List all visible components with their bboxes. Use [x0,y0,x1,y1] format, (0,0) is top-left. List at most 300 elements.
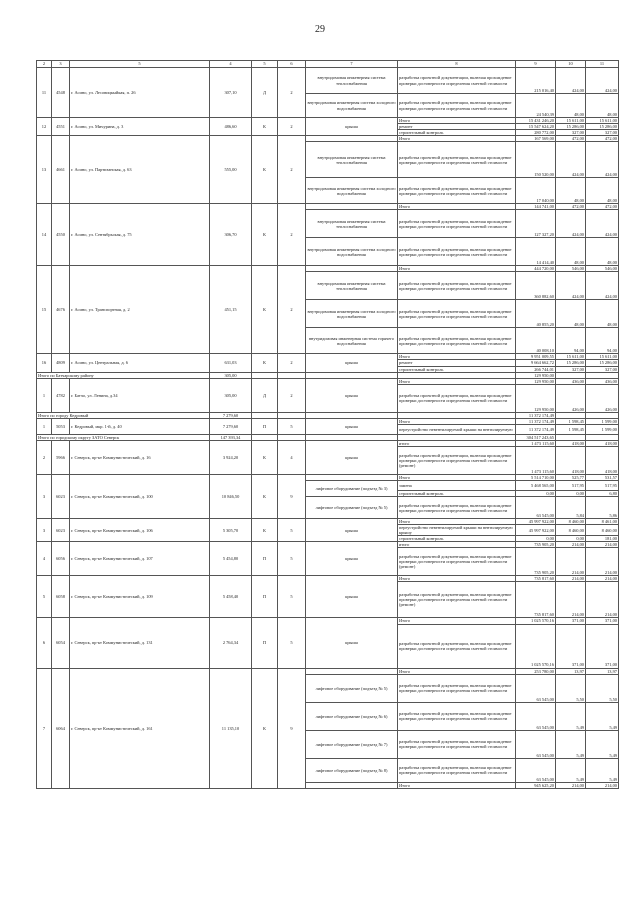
work: Итого [398,474,516,480]
cost: 63 545,00 [516,758,556,782]
price: 418,00 [556,440,586,446]
limit: 8 460,00 [586,525,619,536]
work: Итого [398,354,516,360]
limit: 1 599,00 [586,418,619,424]
price: 472,00 [556,204,586,210]
price: 546,00 [556,266,586,272]
price: 214,00 [556,582,586,618]
limit: 181,00 [586,536,619,542]
work: переустройство невентилируемой крыши на вентилируемую [398,424,516,434]
building-id: 5053 [52,418,70,434]
area: 307,10 [210,68,252,118]
page-number: 29 [315,24,325,35]
row-number: 11 [37,68,52,118]
price: 15 286,00 [556,124,586,130]
address: г. Северск, пр-кт Коммунистический, д. 131 [70,618,210,668]
material: К [252,118,278,136]
address: г. Асино, ул. Лесовицкыйкая, п. 26 [70,68,210,118]
address: г. Асино, ул. Центральная, д. 6 [70,354,210,372]
building-id: 4809 [52,354,70,372]
work: переустройство невентилируемой крыши на вентилируемую крышу [398,525,516,536]
limit: 15 286,00 [586,124,619,130]
cost: 45 997 922,00 [516,519,556,525]
material: Д [252,378,278,412]
limit: 214,00 [586,548,619,576]
building-id: 6023 [52,474,70,518]
system: внутридомовая инженерная система холодного водоснабжения [306,94,398,118]
limit: 424,00 [586,272,619,300]
subtotal-label: Итого по городскому округу ЗАТО Северск [37,434,210,440]
work: разработка проектной документации, включая прохождение проверки достоверности определения сметной стоимости [398,272,516,300]
area: 10 846,50 [210,474,252,518]
address: г. Асино, ул. Партизанская, д. 63 [70,136,210,204]
cost: 144 741,00 [516,204,556,210]
material: К [252,136,278,204]
limit: 6,80 [586,491,619,497]
work: Итого [398,378,516,384]
work: разработка проектной документации, включая прохождение проверки достоверности определения сметной стоимости [398,674,516,702]
address: г. Батчо, ул. Ленина, д.34 [70,378,210,412]
limit: 5,49 [586,702,619,730]
price: 0,00 [556,491,586,497]
system: внутридомовая инженерная система холодного водоснабжения [306,178,398,204]
limit: 327,00 [586,366,619,372]
price: 5,49 [556,758,586,782]
floors: 5 [278,519,306,542]
system: внутридомовая инженерная система теплоснабжения [306,272,398,300]
price: 94,00 [556,328,586,354]
work: Итого [398,118,516,124]
header-cell: 5 [252,61,278,68]
cost: 11 372 174,49 [516,424,556,434]
subtotal-cost: 11 372 174,49 [516,412,556,418]
cost: 280 772,00 [516,130,556,136]
row-number: 16 [37,354,52,372]
material: П [252,618,278,668]
work: замена [398,481,516,491]
floors: 5 [278,576,306,618]
area: 451,15 [210,266,252,354]
floors: 2 [278,204,306,266]
system: крыша [306,118,398,136]
header-cell: 3 [52,61,70,68]
price: 48,00 [556,178,586,204]
price: 525,77 [556,474,586,480]
material: П [252,418,278,434]
work: разработка проектной документации, включая прохождение проверки достоверности определения сметной стоимости [398,758,516,782]
row-number: 3 [37,519,52,542]
subtotal-cost: 129 950,00 [516,372,556,378]
cost: 215 016,40 [516,68,556,94]
limit: 5,50 [586,674,619,702]
limit: 1 599,00 [586,424,619,434]
cost: 17 040,00 [516,178,556,204]
price: 48,00 [556,238,586,266]
cost: 1 473 115,60 [516,440,556,446]
cost: 129 950,00 [516,378,556,384]
work: разработка проектной документации, включая прохождение проверки достоверности определения сметной стоимости [398,497,516,519]
work: ремонт [398,124,516,130]
row-number: 12 [37,118,52,136]
subtotal-cost: 304 517 243,65 [516,434,556,440]
system: внутридомовая инженерная система горячего водоснабжения [306,328,398,354]
material: Д [252,68,278,118]
work: разработка проектной документации, включая прохождение проверки достоверности определения сметной стоимости [398,68,516,94]
system: лифтовое оборудование (подъезд № 5) [306,497,398,519]
limit: 214,00 [586,582,619,618]
work: Итого [398,204,516,210]
price: 15 611,00 [556,118,586,124]
cost: 63 545,00 [516,674,556,702]
header-cell: 6 [278,61,306,68]
limit: 5,86 [586,497,619,519]
floors: 2 [278,266,306,354]
cost: 5 468 565,00 [516,481,556,491]
work: Итого [398,668,516,674]
material: К [252,266,278,354]
limit: 424,00 [586,68,619,94]
area: 305,00 [210,378,252,412]
price: 436,00 [556,378,586,384]
system: крыша [306,354,398,372]
cost: 0,00 [516,491,556,497]
price: 371,00 [556,618,586,624]
work: Итого [398,782,516,788]
limit: 48,00 [586,94,619,118]
system: внутридомовая инженерная система теплоснабжения [306,210,398,238]
system: лифтовое оборудование (подъезд № 8) [306,758,398,782]
limit: 424,00 [586,210,619,238]
building-id: 5966 [52,440,70,474]
header-cell: 9 [516,61,556,68]
system: внутридомовая инженерная система теплоснабжения [306,68,398,94]
cost: 14 414,40 [516,238,556,266]
price: 424,00 [556,210,586,238]
work: Итого [398,266,516,272]
limit: 418,00 [586,446,619,474]
system: крыша [306,576,398,618]
price: 0,00 [556,536,586,542]
cost: 167 569,00 [516,136,556,142]
table-row [37,418,619,424]
table-row [37,618,619,624]
price: 48,00 [556,94,586,118]
price: 1 598,45 [556,424,586,434]
address: г. Северск, пр-кт Коммунистический, д. 107 [70,542,210,576]
floors: 9 [278,474,306,518]
area: 3 924,20 [210,440,252,474]
system: лифтовое оборудование (подъезд № 7) [306,730,398,758]
address: г. Кедровый, мкр. 1-й, д. 40 [70,418,210,434]
row-number: 13 [37,136,52,204]
building-id: 6023 [52,519,70,542]
price: 1 598,45 [556,418,586,424]
address: г. Северск, пр-кт Коммунистический, д. 100 [70,474,210,518]
work: разработка проектной документации, включая прохождение проверки достоверности определения сметной стоимости [398,142,516,178]
header-cell: 7 [306,61,398,68]
limit: 371,00 [586,618,619,624]
system: внутридомовая инженерная система холодного водоснабжения [306,238,398,266]
price: 472,00 [556,136,586,142]
price: 13,97 [556,668,586,674]
work: разработка проектной документации, включая прохождение проверки достоверности определения сметной стоимости [398,328,516,354]
work: Итого [398,618,516,624]
work: ремонт [398,360,516,366]
limit: 15 611,00 [586,118,619,124]
cost: 1 473 115,60 [516,446,556,474]
price: 424,00 [556,68,586,94]
price: 214,00 [556,542,586,548]
cost: 9 951 009,55 [516,354,556,360]
work: разработка проектной документации, включая прохождение проверки достоверности определения сметной стоимости [398,210,516,238]
cost: 253 780,00 [516,668,556,674]
floors: 5 [278,418,306,434]
work: разработка проектной документации, включая прохождение проверки достоверности определения сметной стоимости (ремонт) [398,582,516,618]
system [306,782,398,788]
subtotal-label: Итого по городу Кедровый [37,412,210,418]
address: г. Северск, пр-кт Коммунистический, д. 106 [70,519,210,542]
limit: 517,95 [586,481,619,491]
limit: 214,00 [586,542,619,548]
system: крыша [306,440,398,474]
area: 5 305,70 [210,519,252,542]
cost: 735 905,20 [516,548,556,576]
building-id: 4550 [52,204,70,266]
cost: 5 514 710,00 [516,474,556,480]
cost: 266 744,01 [516,366,556,372]
price: 5,50 [556,674,586,702]
area: 2 764,34 [210,618,252,668]
cost: 9 664 662,72 [516,360,556,366]
limit: 424,00 [586,142,619,178]
limit: 5,49 [586,730,619,758]
cost: 945 625,20 [516,782,556,788]
price: 214,00 [556,782,586,788]
building-id: 6064 [52,668,70,788]
floors: 5 [278,618,306,668]
address: г. Северск, пр-кт Коммунистический, д. 161 [70,668,210,788]
header-cell: 11 [586,61,619,68]
cost: 63 545,00 [516,730,556,758]
cost: 360 882,60 [516,272,556,300]
cost: 129 950,00 [516,384,556,412]
row-number: 6 [37,618,52,668]
work: строительный контроль [398,366,516,372]
subtotal-area: 147 393,34 [210,434,252,440]
cost: 63 545,00 [516,497,556,519]
header-cell: 10 [556,61,586,68]
work: строительный контроль [398,536,516,542]
floors: 9 [278,668,306,788]
header-cell: 4 [210,61,252,68]
limit: 371,00 [586,624,619,668]
price: 327,00 [556,366,586,372]
system: внутридомовая инженерная система теплоснабжения [306,142,398,178]
material: К [252,440,278,474]
material: П [252,542,278,576]
system: лифтовое оборудование (подъезд № 5) [306,674,398,702]
floors: 2 [278,378,306,412]
work: разработка проектной документации, включая прохождение проверки достоверности определения сметной стоимости (ремонт) [398,548,516,576]
limit: 13,97 [586,668,619,674]
work: Итого [398,136,516,142]
cost: 150 520,00 [516,142,556,178]
price: 5,49 [556,702,586,730]
price: 5,49 [556,730,586,758]
price: 214,00 [556,576,586,582]
limit: 48,00 [586,238,619,266]
subtotal-area: 7 279,60 [210,412,252,418]
header-cell: 2 [37,61,52,68]
limit: 214,00 [586,782,619,788]
table-row [37,354,619,360]
work: разработка проектной документации, включая прохождение проверки достоверности определения сметной стоимости [398,94,516,118]
price: 371,00 [556,624,586,668]
address: г. Северск, пр-кт Коммунистический, д. 16 [70,440,210,474]
header-cell: 5 [70,61,210,68]
price: 517,95 [556,481,586,491]
price: 5,84 [556,497,586,519]
work: строительный контроль [398,130,516,136]
limit: 15 286,00 [586,360,619,366]
material: К [252,354,278,372]
address: г. Асино, ул. Мичурина, д. 3 [70,118,210,136]
building-id: 4551 [52,118,70,136]
floors: 4 [278,440,306,474]
limit: 418,00 [586,440,619,446]
cost: 127 327,20 [516,210,556,238]
cost: 735 905,20 [516,542,556,548]
system: крыша [306,378,398,412]
work: разработка проектной документации, включая прохождение проверки достоверности определения сметной стоимости (ремонт) [398,446,516,474]
material: К [252,204,278,266]
limit: 8 461,00 [586,519,619,525]
floors: 2 [278,68,306,118]
row-number: 1 [37,378,52,412]
work: разработка проектной документации, включая прохождение проверки достоверности определения сметной стоимости [398,238,516,266]
header-row [37,61,619,68]
area: 306,70 [210,204,252,266]
limit: 531,57 [586,474,619,480]
limit: 48,00 [586,300,619,328]
work: строительный контроль [398,491,516,497]
limit: 214,00 [586,576,619,582]
table-row [37,519,619,525]
subtotal-label: Итого по Батчарскому району [37,372,210,378]
row-number: 14 [37,204,52,266]
subtotal-area: 305,00 [210,372,252,378]
system: крыша [306,618,398,668]
building-id: 4661 [52,136,70,204]
area: 486,60 [210,118,252,136]
cost: 40 008,10 [516,328,556,354]
price: 48,00 [556,300,586,328]
area: 11 135,10 [210,668,252,788]
work: разработка проектной документации, включая прохождение проверки достоверности определения сметной стоимости [398,384,516,412]
system: крыша [306,418,398,434]
cost: 24 540,39 [516,94,556,118]
work: разработка проектной документации, включая прохождение проверки достоверности определения сметной стоимости [398,178,516,204]
cost: 15 547 624,20 [516,124,556,130]
table-row [37,68,619,94]
limit: 546,00 [586,266,619,272]
limit: 48,00 [586,178,619,204]
work: Итого [398,576,516,582]
price: 426,00 [556,384,586,412]
building-id: 6056 [52,542,70,576]
price: 15 286,00 [556,360,586,366]
system: крыша [306,519,398,542]
limit: 472,00 [586,136,619,142]
limit: 15 611,00 [586,354,619,360]
work: итого [398,440,516,446]
header-cell: 8 [398,61,516,68]
table-row [37,440,619,446]
floors: 2 [278,354,306,372]
address: г. Северск, пр-кт Коммунистический, д. 109 [70,576,210,618]
cost: 11 372 174,49 [516,418,556,424]
cost: 63 545,00 [516,702,556,730]
price: 424,00 [556,272,586,300]
price: 15 611,00 [556,354,586,360]
table-row [37,118,619,124]
limit: 472,00 [586,204,619,210]
cost: 735 817,60 [516,582,556,618]
cost: 0,00 [516,536,556,542]
row-number: 5 [37,576,52,618]
cost: 1 025 570,16 [516,618,556,624]
row-number: 1 [37,418,52,434]
work: Итого [398,418,516,424]
building-id: 6054 [52,618,70,668]
cost: 40 855,20 [516,300,556,328]
system: крыша [306,542,398,576]
area: 555,00 [210,136,252,204]
area: 631,03 [210,354,252,372]
price: 424,00 [556,142,586,178]
floors: 5 [278,542,306,576]
building-id: 4676 [52,266,70,354]
work: разработка проектной документации, включая прохождение проверки достоверности определения сметной стоимости [398,624,516,668]
material: К [252,519,278,542]
work: итого [398,542,516,548]
cost: 444 720,00 [516,266,556,272]
material: К [252,474,278,518]
row-number: 4 [37,542,52,576]
work: разработка проектной документации, включая прохождение проверки достоверности определения сметной стоимости [398,702,516,730]
repair-plan-table [36,60,619,789]
row-number: 2 [37,440,52,474]
limit: 5,49 [586,758,619,782]
address: г. Асино, ул. Сентябрьская, д. 75 [70,204,210,266]
price: 214,00 [556,548,586,576]
building-id: 4782 [52,378,70,412]
system: лифтовое оборудование (подъезд № 6) [306,702,398,730]
cost: 735 817,60 [516,576,556,582]
limit: 426,00 [586,384,619,412]
area: 5 458,40 [210,576,252,618]
system: лифтовое оборудование (подъезд № 3) [306,481,398,497]
row-number: 3 [37,474,52,518]
area: 5 454,80 [210,542,252,576]
row-number: 7 [37,668,52,788]
building-id: 6058 [52,576,70,618]
cost: 1 025 570,16 [516,624,556,668]
system: внутридомовая инженерная система холодного водоснабжения [306,300,398,328]
row-number: 15 [37,266,52,354]
work: Итого [398,519,516,525]
limit: 94,00 [586,328,619,354]
